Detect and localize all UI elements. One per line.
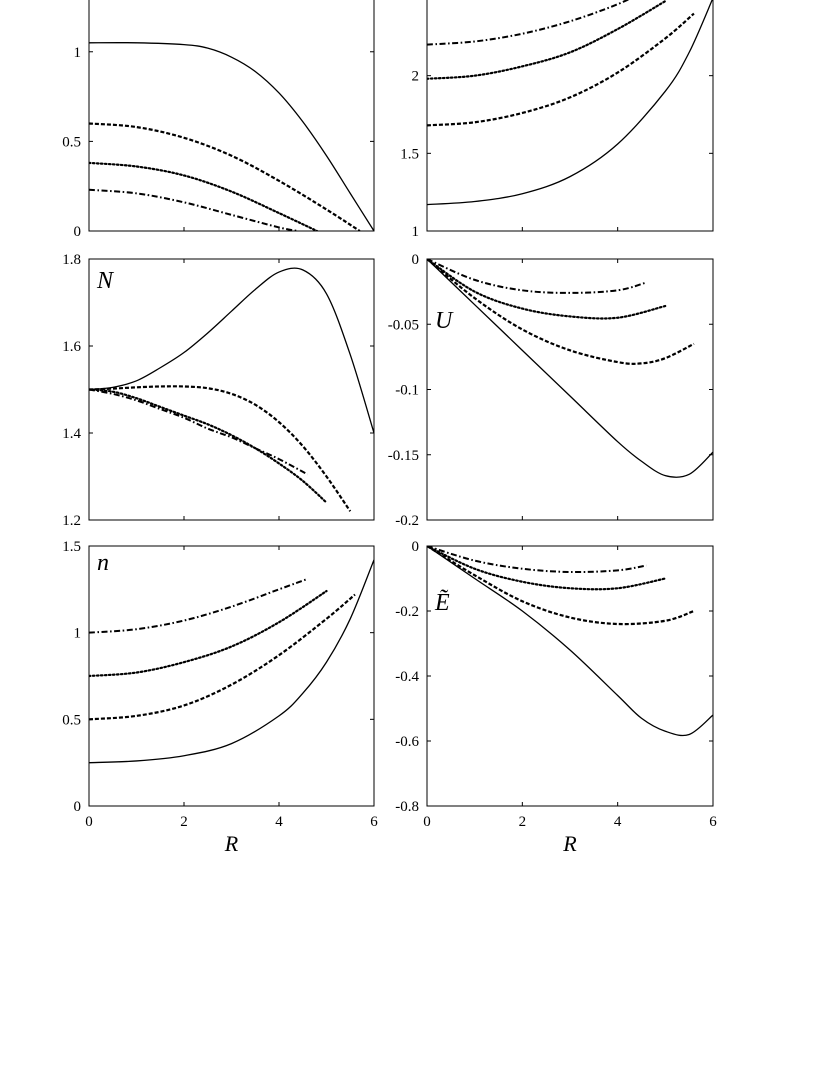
panel-label: Ẽ [435,590,450,616]
y-tick-label: 2 [411,68,419,85]
series-line-dashdot [89,579,308,633]
x-tick-label: 0 [423,814,431,830]
x-axis-label: R [563,831,577,856]
series-line-solid [89,43,374,231]
y-tick-label: -0.2 [395,604,419,620]
y-tick-label: 1.5 [400,146,419,163]
panel-label: U [435,308,453,334]
y-tick-label: 1 [411,224,419,240]
y-tick-label: -0.05 [387,317,419,334]
series-line-dashed [89,595,355,720]
series-line-dotted [89,163,317,231]
series-line-dotted [427,546,665,589]
series-line-dotted [89,390,327,503]
panel-1 [62,0,374,240]
series-line-solid [89,560,374,763]
plot-frame [427,259,713,520]
y-tick-label: -0.1 [395,382,419,399]
series-line-solid [427,0,713,205]
y-tick-label: 1.8 [62,252,81,268]
y-tick-label: -0.15 [387,447,419,464]
y-tick-label: 0 [73,224,81,240]
x-tick-label: 6 [370,814,378,830]
series-line-dashdot [427,0,646,45]
y-tick-label: 1 [73,625,81,642]
y-tick-label: 0 [411,539,419,555]
x-tick-label: 0 [85,814,93,830]
plot-frame [89,546,374,806]
y-tick-label: 0.5 [62,712,81,729]
y-tick-label: 1.6 [62,339,81,355]
y-tick-label: 1.2 [62,513,81,529]
plot-frame [89,259,374,520]
plot-frame [427,546,713,806]
x-tick-label: 2 [518,814,527,830]
panel-label: N [97,268,114,294]
series-line-solid [89,268,374,433]
x-tick-label: 2 [180,814,188,830]
y-tick-label: 0.5 [62,134,81,151]
panel-3 [62,252,374,529]
y-tick-label: 1 [73,44,81,61]
series-line-solid [427,546,713,736]
series-line-dashed [89,123,360,231]
y-tick-label: -0.6 [395,734,419,750]
plot-frame [89,0,374,231]
y-tick-label: 0 [73,799,81,815]
series-line-dashed [427,259,694,364]
y-tick-label: -0.2 [395,513,419,529]
series-line-dotted [427,259,665,318]
panel-6 [395,539,717,856]
panel-4 [388,252,713,529]
y-tick-label: -0.4 [395,669,419,685]
x-tick-label: 4 [275,814,283,830]
y-tick-label: -0.8 [395,799,419,815]
panel-label: n [97,550,109,576]
series-line-solid [427,259,713,477]
series-line-dashed [89,386,350,511]
series-line-dashed [427,14,694,126]
y-tick-label: 1.5 [62,539,81,555]
x-axis-label: R [224,831,239,856]
series-line-dashdot [89,190,298,231]
series-line-dotted [427,1,665,79]
panel-2 [400,0,713,240]
panel-5 [62,539,378,856]
y-tick-label: 1.4 [62,426,81,442]
series-line-dotted [89,591,327,676]
y-tick-label: 0 [411,252,419,268]
x-tick-label: 6 [709,814,717,830]
x-tick-label: 4 [613,814,622,830]
